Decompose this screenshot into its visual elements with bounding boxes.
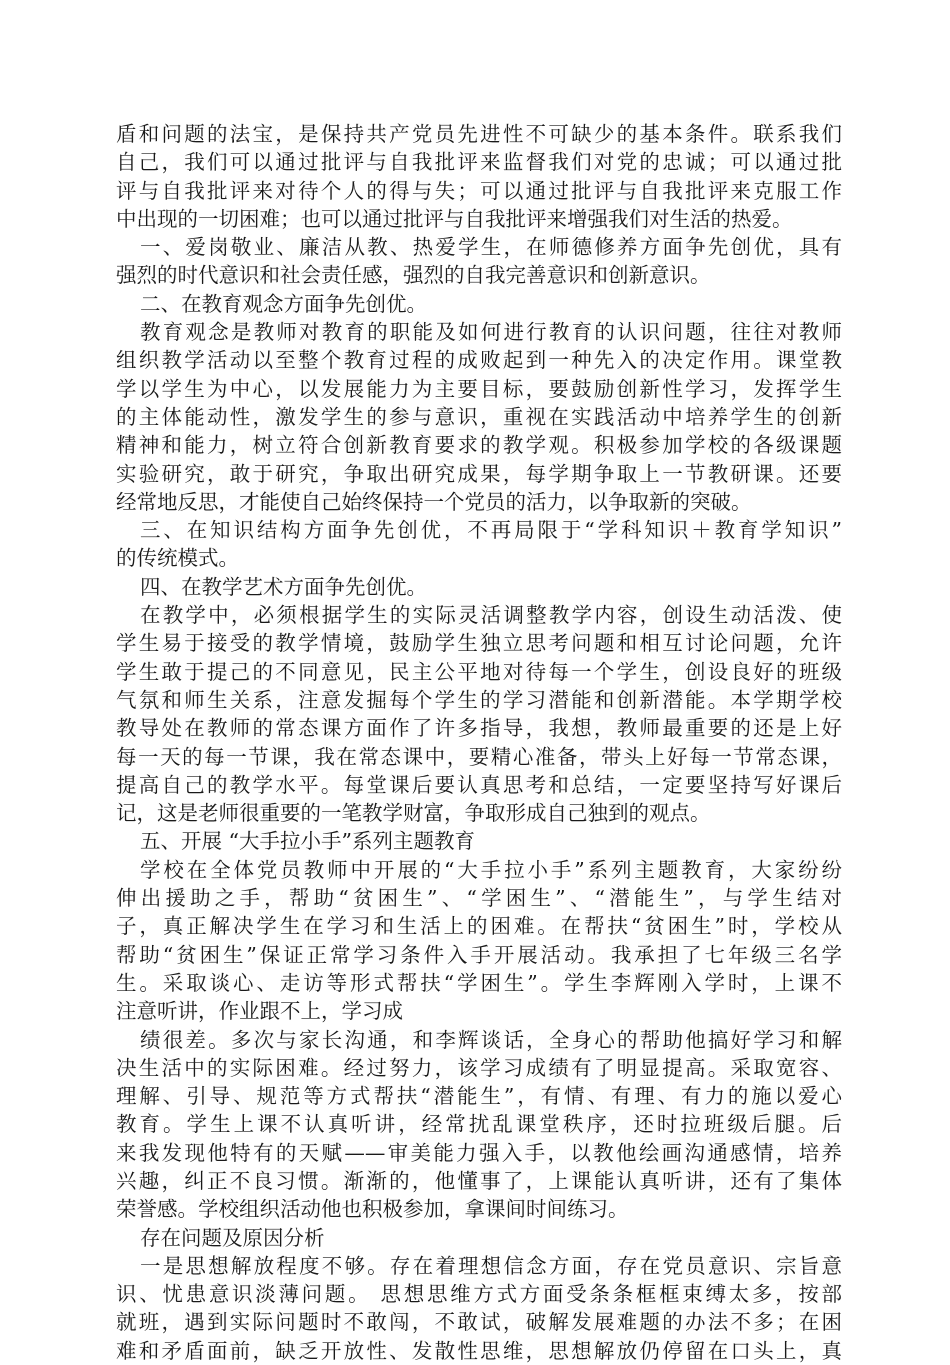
text-line: 评与自我批评来对待个人的得与失；可以通过批评与自我批评来克服工作 [116, 178, 842, 203]
text-line: 自己，我们可以通过批评与自我批评来监督我们对党的忠诚；可以通过批 [116, 150, 842, 175]
text-line: 兴趣，纠正不良习惯。渐渐的，他懂事了，上课能认真听讲，还有了集体 [116, 1168, 842, 1193]
text-line: 决生活中的实际困难。经过努力，该学习成绩有了明显提高。采取宽容、 [116, 1055, 842, 1080]
text-line: 一是思想解放程度不够。存在着理想信念方面，存在党员意识、宗旨意 [140, 1253, 842, 1278]
text-line: 的主体能动性，激发学生的参与意识，重视在实践活动中培养学生的创新 [116, 404, 842, 429]
text-line: 就班，遇到实际问题时不敢闯，不敢试，破解发展难题的办法不多；在困 [116, 1310, 842, 1335]
text-line: 组织教学活动以至整个教育过程的成败起到一种先入的决定作用。课堂教 [116, 348, 842, 373]
text-line: 中出现的一切困难；也可以通过批评与自我批评来增强我们对生活的热爱。 [116, 206, 793, 231]
text-line: 绩很差。多次与家长沟通，和李辉谈话，全身心的帮助他搞好学习和解 [140, 1027, 842, 1052]
text-line: 教育观念是教师对教育的职能及如何进行教育的认识问题，往往对教师 [140, 320, 842, 345]
text-line: 学校在全体党员教师中开展的“大手拉小手”系列主题教育，大家纷纷 [140, 857, 842, 882]
text-line: 四、在教学艺术方面争先创优。 [140, 574, 427, 599]
text-line: 生。采取谈心、走访等形式帮扶“学困生”。学生李辉刚入学时，上课不 [116, 970, 842, 995]
text-line: 难和矛盾面前，缺乏开放性、发散性思维，思想解放仍停留在口头上，真 [116, 1338, 842, 1363]
text-line: 伸出援助之手，帮助“贫困生”、“学困生”、“潜能生”，与学生结对 [116, 886, 842, 911]
text-line: 教导处在教师的常态课方面作了许多指导，我想，教师最重要的还是上好 [116, 716, 842, 741]
text-line: 学以学生为中心，以发展能力为主要目标，要鼓励创新性学习，发挥学生 [116, 376, 842, 401]
text-line: 识、忧患意识淡薄问题。 思想思维方式方面受条条框框束缚太多，按部 [116, 1282, 842, 1307]
text-line: 存在问题及原因分析 [140, 1225, 325, 1250]
text-line: 提高自己的教学水平。每堂课后要认真思考和总结，一定要坚持写好课后 [116, 772, 842, 797]
text-line: 帮助“贫困生”保证正常学习条件入手开展活动。我承担了七年级三名学 [116, 942, 842, 967]
text-line: 经常地反思，才能使自己始终保持一个党员的活力，以争取新的突破。 [116, 489, 752, 514]
text-line: 强烈的时代意识和社会责任感，强烈的自我完善意识和创新意识。 [116, 263, 711, 288]
text-line: 注意听讲，作业跟不上，学习成 [116, 999, 403, 1024]
document-body [116, 120, 842, 1365]
text-line: 荣誉感。学校组织活动他也积极参加，拿课间时间练习。 [116, 1197, 629, 1222]
text-line: 学生敢于提己的不同意见，民主公平地对待每一个学生，创设良好的班级 [116, 659, 842, 684]
text-line: 精神和能力，树立符合创新教育要求的教学观。积极参加学校的各级课题 [116, 433, 842, 458]
text-line: 每一天的每一节课，我在常态课中，要精心准备，带头上好每一节常态课， [116, 744, 842, 769]
text-line: 气氛和师生关系，注意发掘每个学生的学习潜能和创新潜能。本学期学校 [116, 687, 842, 712]
text-line: 理解、引导、规范等方式帮扶“潜能生”，有情、有理、有力的施以爱心 [116, 1084, 842, 1109]
text-line: 二、在教育观念方面争先创优。 [140, 291, 427, 316]
text-line: 的传统模式。 [116, 546, 239, 571]
text-line: 三、在知识结构方面争先创优，不再局限于“学科知识＋教育学知识” [140, 518, 842, 543]
text-line: 学生易于接受的教学情境，鼓励学生独立思考问题和相互讨论问题，允许 [116, 631, 842, 656]
text-line: 来我发现他特有的天赋——审美能力强入手，以教他绘画沟通感情，培养 [116, 1140, 842, 1165]
text-line: 盾和问题的法宝，是保持共产党员先进性不可缺少的基本条件。联系我们 [116, 122, 842, 146]
text-line: 在教学中，必须根据学生的实际灵活调整教学内容，创设生动活泼、使 [140, 603, 842, 628]
text-line: 五、开展 “大手拉小手”系列主题教育 [140, 829, 475, 854]
text-line: 子，真正解决学生在学习和生活上的困难。在帮扶“贫困生”时，学校从 [116, 914, 842, 939]
text-line: 记，这是老师很重要的一笔教学财富，争取形成自己独到的观点。 [116, 801, 711, 826]
text-line: 教育。学生上课不认真听讲，经常扰乱课堂秩序，还时拉班级后腿。后 [116, 1112, 842, 1137]
text-line: 一、爱岗敬业、廉洁从教、热爱学生，在师德修养方面争先创优，具有 [140, 235, 842, 260]
text-line: 实验研究，敢于研究，争取出研究成果，每学期争取上一节教研课。还要 [116, 461, 842, 486]
